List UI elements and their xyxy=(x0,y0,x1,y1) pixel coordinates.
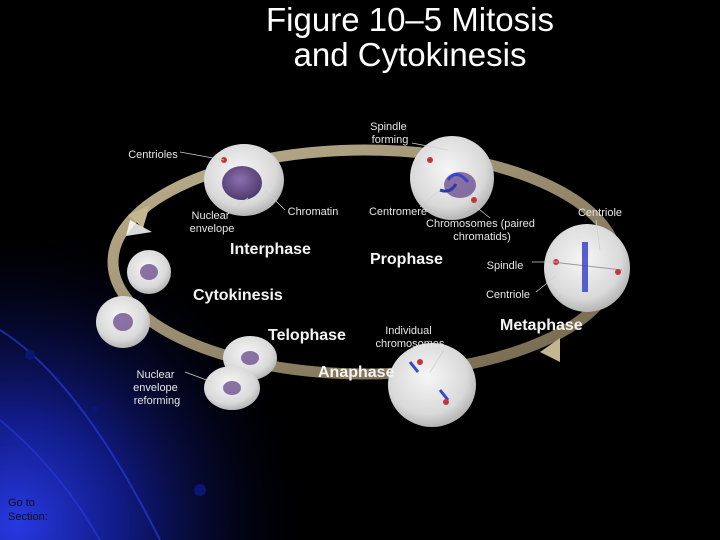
phase-telophase: Telophase xyxy=(268,327,346,344)
label-nuclear-envelope-reforming: Nuclear envelope reforming xyxy=(133,369,181,407)
label-centriole-mid: Centriole xyxy=(485,289,531,301)
label-chromatin: Chromatin xyxy=(287,206,339,218)
phase-anaphase: Anaphase xyxy=(318,364,395,381)
phase-cytokinesis: Cytokinesis xyxy=(193,287,283,304)
label-nuclear-envelope: Nuclear envelope xyxy=(189,210,235,235)
cell-metaphase xyxy=(544,224,630,312)
label-centromere: Centromere xyxy=(368,206,428,218)
goto-section-button[interactable] xyxy=(8,496,48,524)
label-centrioles: Centrioles xyxy=(128,149,178,161)
phase-prophase: Prophase xyxy=(370,251,443,268)
cell-interphase xyxy=(204,144,284,216)
cell-anaphase xyxy=(388,343,476,427)
phase-interphase: Interphase xyxy=(230,241,311,258)
page-title xyxy=(200,2,620,72)
label-centriole-top: Centriole xyxy=(577,207,623,219)
phase-metaphase: Metaphase xyxy=(500,317,583,334)
title-line-2: and Cytokinesis xyxy=(293,36,527,73)
goto-line-2: Section: xyxy=(8,511,48,523)
goto-line-1: Go to xyxy=(8,497,35,509)
label-spindle: Spindle xyxy=(486,260,524,272)
title-line-1: Figure 10–5 Mitosis xyxy=(266,1,554,38)
label-chromosomes: Chromosomes (paired chromatids) xyxy=(426,218,535,243)
label-spindle-forming: Spindle forming xyxy=(370,121,409,146)
label-individual-chromosomes: Individual chromosomes xyxy=(375,325,445,350)
